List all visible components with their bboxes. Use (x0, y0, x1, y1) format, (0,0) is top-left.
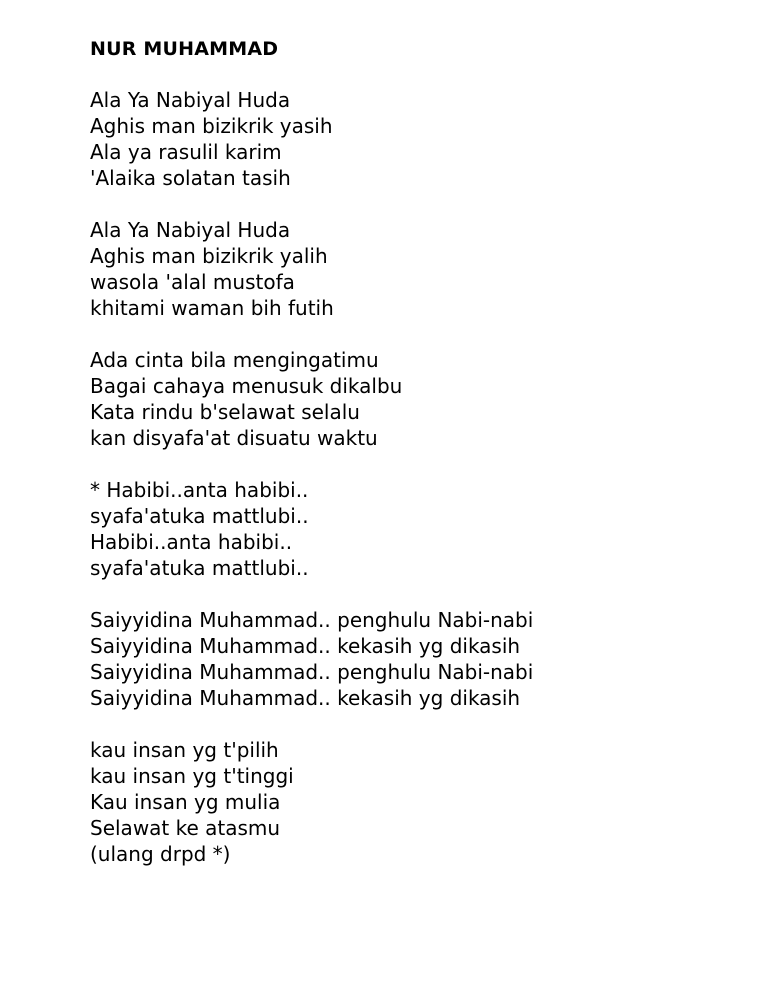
stanza-5 (90, 607, 730, 711)
lyric-line: Ala Ya Nabiyal Huda (90, 88, 291, 112)
lyric-line: 'Alaika solatan tasih (90, 166, 291, 190)
lyric-line: kan disyafa'at disuatu waktu (90, 426, 378, 450)
stanza-1 (90, 87, 730, 191)
lyric-line: kau insan yg t'tinggi (90, 764, 294, 788)
lyric-line: Ada cinta bila mengingatimu (90, 348, 379, 372)
lyric-line: Bagai cahaya menusuk dikalbu (90, 374, 403, 398)
lyric-line: Saiyyidina Muhammad.. penghulu Nabi-nabi (90, 660, 534, 684)
lyric-line: syafa'atuka mattlubi.. (90, 504, 309, 528)
lyric-line: Kau insan yg mulia (90, 790, 281, 814)
lyric-line: syafa'atuka mattlubi.. (90, 556, 309, 580)
lyric-line: Ala ya rasulil karim (90, 140, 282, 164)
stanza-chorus (90, 477, 730, 581)
lyric-line: Saiyyidina Muhammad.. kekasih yg dikasih (90, 686, 521, 710)
repeat-instruction: (ulang drpd *) (90, 842, 231, 866)
lyric-line: wasola 'alal mustofa (90, 270, 295, 294)
lyric-line: Saiyyidina Muhammad.. penghulu Nabi-nabi (90, 608, 534, 632)
lyric-line: khitami waman bih futih (90, 296, 334, 320)
stanza-3 (90, 347, 730, 451)
stanza-2 (90, 217, 730, 321)
lyric-line: Kata rindu b'selawat selalu (90, 400, 360, 424)
lyric-line: Saiyyidina Muhammad.. kekasih yg dikasih (90, 634, 521, 658)
lyric-line: Habibi..anta habibi.. (90, 530, 293, 554)
song-title: NUR MUHAMMAD (90, 38, 279, 60)
lyric-line: Aghis man bizikrik yasih (90, 114, 333, 138)
stanza-6 (90, 737, 730, 867)
lyric-line: Aghis man bizikrik yalih (90, 244, 328, 268)
lyric-line: * Habibi..anta habibi.. (90, 478, 309, 502)
lyric-line: Ala Ya Nabiyal Huda (90, 218, 291, 242)
lyric-line: kau insan yg t'pilih (90, 738, 279, 762)
lyrics-document (90, 36, 730, 893)
lyric-line: Selawat ke atasmu (90, 816, 281, 840)
